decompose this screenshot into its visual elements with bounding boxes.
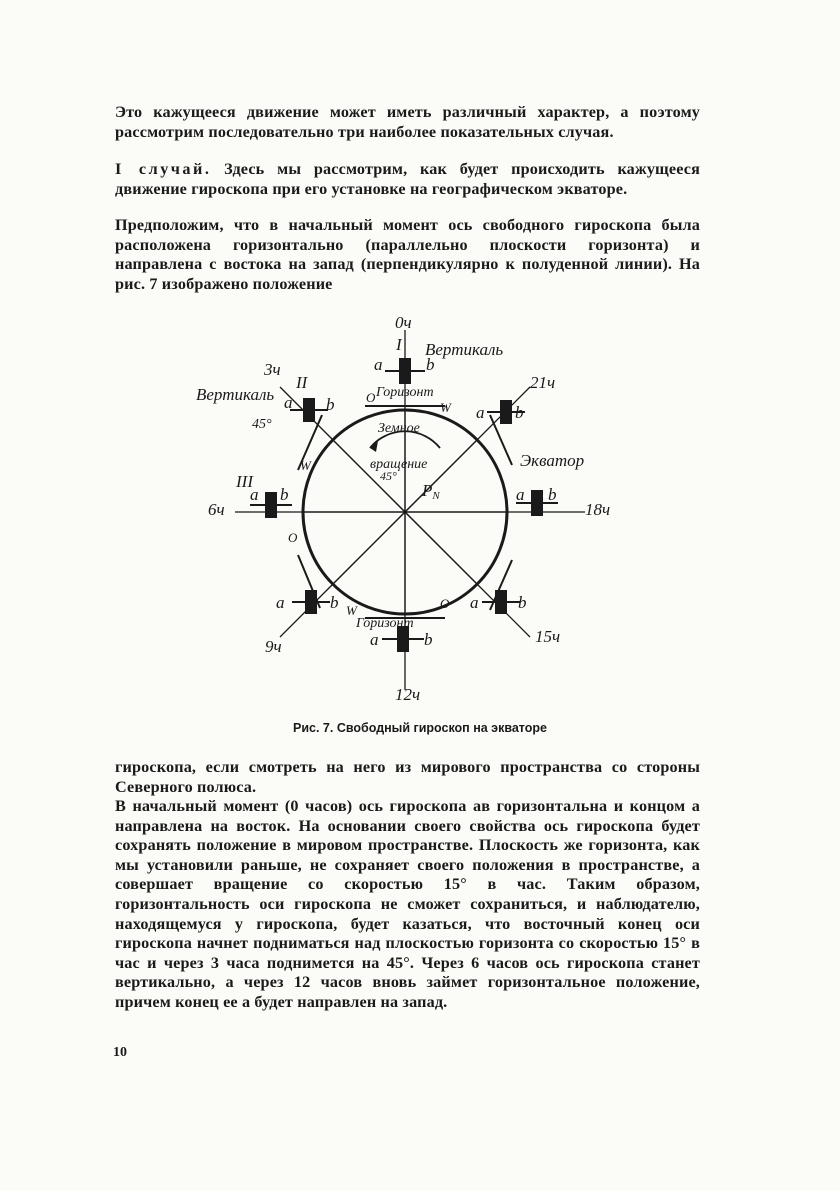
- label-earth-2: вращение: [370, 457, 428, 472]
- label-3h: 3ч: [264, 360, 281, 379]
- label-horizon-bottom: Горизонт: [356, 616, 414, 631]
- label-w-top: W: [440, 400, 451, 415]
- label-0h: 0ч: [395, 313, 412, 332]
- label-roman-3: III: [236, 472, 253, 491]
- figure-caption: Рис. 7. Свободный гироскоп на экваторе: [293, 721, 547, 735]
- label-b-12h: b: [424, 630, 433, 649]
- label-6h: 6ч: [208, 500, 225, 519]
- label-angle-45-inner: 45°: [380, 469, 397, 483]
- label-15h: 15ч: [535, 627, 561, 646]
- label-a-18h: a: [516, 485, 525, 504]
- label-w-bottom: W: [346, 603, 357, 618]
- label-o-bottom: O: [440, 596, 450, 611]
- label-12h: 12ч: [395, 685, 421, 704]
- case-title: I случай.: [115, 160, 212, 178]
- label-a-0h: a: [374, 355, 383, 374]
- label-a-9h: a: [276, 593, 285, 612]
- label-earth-1: Земное: [378, 421, 420, 436]
- label-b-3h: b: [326, 395, 335, 414]
- label-pole-letter: P: [422, 481, 433, 500]
- case-1-body: Здесь мы рассмотрим, как будет происходить кажущееся движение гироскопа при его установке на географическом экваторе.: [115, 160, 700, 198]
- label-w-left: W: [300, 458, 311, 473]
- label-angle-45: 45°: [252, 417, 272, 432]
- label-roman-1: I: [396, 335, 402, 354]
- label-a-15h: a: [470, 593, 479, 612]
- label-21h: 21ч: [530, 373, 556, 392]
- label-18h: 18ч: [585, 500, 611, 519]
- label-pole-subscript: N: [432, 490, 440, 502]
- paragraph-assumption: Предположим, что в начальный момент ось свободного гироскопа была расположена горизонтально (параллельно плоскости горизонта) и направлена с востока на запад (перпендикулярно к полуденной линии). На рис. 7 изображено положение: [115, 216, 700, 293]
- label-a-21h: a: [476, 403, 485, 422]
- page-number: 10: [113, 1045, 127, 1060]
- label-equator: Экватор: [520, 451, 585, 470]
- label-9h: 9ч: [265, 637, 282, 656]
- label-a-6h: a: [250, 485, 259, 504]
- label-o-top: O: [366, 390, 376, 405]
- radial-lines: [303, 410, 507, 614]
- label-vertical-left: Вертикаль: [196, 385, 275, 404]
- paragraph-view: гироскопа, если смотреть на него из мирового пространства со стороны Северного полюса.: [115, 758, 700, 796]
- label-a-12h: a: [370, 630, 379, 649]
- label-b-15h: b: [518, 593, 527, 612]
- gyroscope-15h: [482, 590, 520, 614]
- label-pole: [421, 481, 440, 502]
- label-roman-2: II: [296, 373, 308, 392]
- label-b-9h: b: [330, 593, 339, 612]
- label-horizon-top: Горизонт: [376, 385, 434, 400]
- label-b-21h: b: [515, 403, 524, 422]
- label-o-left: O: [288, 530, 298, 545]
- label-vertical-top: Вертикаль: [425, 340, 504, 359]
- gyroscope-0h: [385, 358, 425, 384]
- label-b-18h: b: [548, 485, 557, 504]
- paragraph-start: В начальный момент (0 часов) ось гироскопа ав горизонтальна и концом а направлена на восток. На основании своего свойства ось гироскопа будет сохранять положение в мировом пространстве. Плоскость же горизонта, как мы установили раньше, не сохраняет своего положения в пространстве, а совершает вращение со скоростью 15° в час. Таким образом, горизонтальность оси гироскопа не сможет сохраниться, и наблюдателю, находящемуся у гироскопа, будет казаться, что восточный конец оси гироскопа начнет подниматься над плоскостью горизонта со скоростью 15° в час и через 3 часа поднимется на 45°. Через 6 часов ось гироскопа станет вертикально, а через 12 часов вновь займет горизонтальное положение, причем конец ее а будет направлен на запад.: [115, 797, 700, 1011]
- label-b-0h: b: [426, 355, 435, 374]
- label-b-6h: b: [280, 485, 289, 504]
- label-a-3h: a: [284, 393, 293, 412]
- gyroscope-3h: [290, 398, 328, 422]
- paragraph-intro: Это кажущееся движение может иметь различный характер, а поэтому рассмотрим последовательно три наиболее показательных случая.: [115, 103, 700, 141]
